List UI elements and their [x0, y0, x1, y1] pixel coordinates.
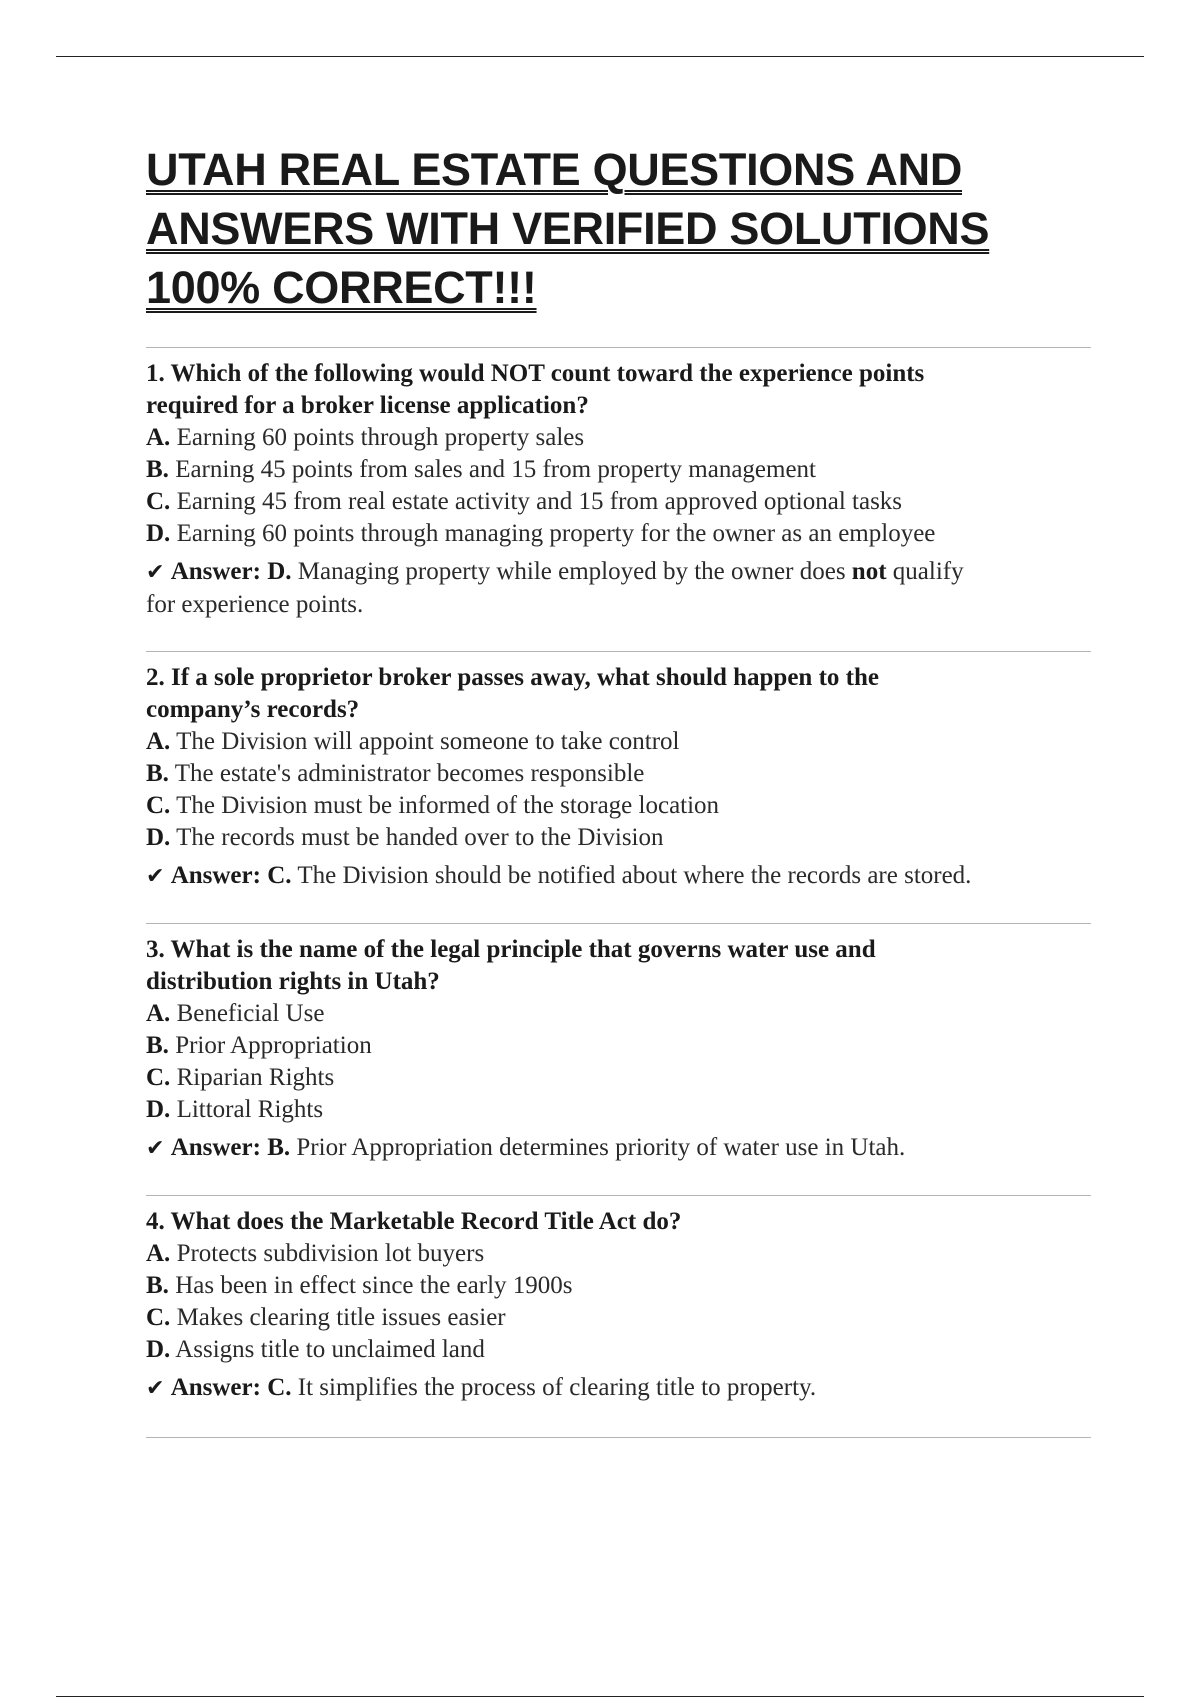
answer-option-a [146, 726, 1091, 758]
option-letter: D. [146, 1096, 171, 1123]
answer-letter: B. [267, 1134, 291, 1161]
answer-option-c [146, 1302, 1091, 1334]
option-letter: A. [146, 728, 171, 755]
option-text: Has been in effect since the early 1900s [175, 1272, 573, 1299]
answer-label: Answer: [170, 1374, 261, 1401]
answer-text: It simplifies the process of clearing title to property. [297, 1374, 817, 1401]
correct-answer [146, 556, 1091, 621]
answer-option-d [146, 518, 1091, 550]
page-top-rule [56, 56, 1144, 57]
answer-label: Answer: [170, 558, 261, 585]
option-text: Prior Appropriation [175, 1032, 372, 1059]
correct-answer [146, 860, 1091, 893]
option-letter: C. [146, 1064, 171, 1091]
option-text: Protects subdivision lot buyers [176, 1240, 485, 1267]
answer-label: Answer: [170, 1134, 261, 1161]
answer-option-c [146, 1062, 1091, 1094]
answer-option-d [146, 1094, 1091, 1126]
question-prompt-line: distribution rights in Utah? [146, 968, 440, 995]
correct-answer [146, 1372, 1091, 1405]
option-letter: C. [146, 488, 171, 515]
option-text: Earning 45 from real estate activity and 15 from approved optional tasks [176, 488, 903, 515]
checkmark-icon: ✔ [146, 864, 165, 889]
section-divider [146, 1437, 1091, 1438]
option-letter: B. [146, 760, 169, 787]
question-prompt [146, 1206, 1091, 1238]
document-title [146, 140, 1091, 317]
answer-line [146, 1372, 1091, 1405]
answer-option-a [146, 1238, 1091, 1270]
option-text: The estate's administrator becomes responsible [174, 760, 645, 787]
option-text: Makes clearing title issues easier [176, 1304, 506, 1331]
option-text: Earning 60 points through property sales [176, 424, 585, 451]
checkmark-icon: ✔ [146, 1376, 165, 1401]
answer-text: qualify [892, 558, 964, 585]
answer-line [146, 556, 1091, 589]
answer-option-a [146, 422, 1091, 454]
answer-option-d [146, 1334, 1091, 1366]
option-letter: D. [146, 520, 171, 547]
option-letter: B. [146, 1272, 169, 1299]
answer-letter: C. [267, 862, 292, 889]
question-prompt-line: 1. Which of the following would NOT count toward the experience points [146, 360, 925, 387]
title-line: UTAH REAL ESTATE QUESTIONS AND [146, 144, 963, 195]
answer-text: The Division should be notified about where the records are stored. [297, 862, 972, 889]
option-text: The Division will appoint someone to take control [176, 728, 680, 755]
page-bottom-rule [56, 1696, 1144, 1697]
title-line: 100% CORRECT!!! [146, 262, 537, 313]
answer-line [146, 1132, 1091, 1165]
question-prompt-line: required for a broker license application? [146, 392, 589, 419]
document-body [146, 140, 1091, 1438]
question-prompt-line: 2. If a sole proprietor broker passes away, what should happen to the [146, 664, 879, 691]
option-text: The records must be handed over to the Division [176, 824, 664, 851]
answer-label: Answer: [170, 862, 261, 889]
option-text: Littoral Rights [176, 1096, 324, 1123]
option-text: Assigns title to unclaimed land [175, 1336, 485, 1363]
question-1 [146, 347, 1091, 621]
answer-option-c [146, 790, 1091, 822]
question-2 [146, 651, 1091, 893]
correct-answer [146, 1132, 1091, 1165]
answer-text: Managing property while employed by the owner does [297, 558, 846, 585]
question-4 [146, 1195, 1091, 1405]
option-letter: C. [146, 792, 171, 819]
answer-option-b [146, 1030, 1091, 1062]
answer-emphasis: not [851, 558, 887, 585]
checkmark-icon: ✔ [146, 560, 165, 585]
option-text: Earning 45 points from sales and 15 from property management [175, 456, 816, 483]
answer-line [146, 860, 1091, 893]
answer-option-d [146, 822, 1091, 854]
question-prompt-line: company’s records? [146, 696, 360, 723]
question-prompt [146, 662, 1091, 726]
question-prompt [146, 358, 1091, 422]
option-letter: C. [146, 1304, 171, 1331]
answer-option-a [146, 998, 1091, 1030]
answer-option-c [146, 486, 1091, 518]
question-3 [146, 923, 1091, 1165]
option-letter: A. [146, 1000, 171, 1027]
option-letter: D. [146, 824, 171, 851]
option-letter: D. [146, 1336, 171, 1363]
option-text: Riparian Rights [176, 1064, 335, 1091]
answer-letter: C. [267, 1374, 292, 1401]
option-letter: B. [146, 1032, 169, 1059]
answer-letter: D. [267, 558, 292, 585]
title-line: ANSWERS WITH VERIFIED SOLUTIONS [146, 203, 990, 254]
question-prompt [146, 934, 1091, 998]
option-text: Beneficial Use [176, 1000, 325, 1027]
answer-continuation: for experience points. [146, 591, 364, 618]
option-text: Earning 60 points through managing property for the owner as an employee [176, 520, 936, 547]
checkmark-icon: ✔ [146, 1136, 165, 1161]
question-prompt-line: 4. What does the Marketable Record Title Act do? [146, 1208, 682, 1235]
answer-option-b [146, 454, 1091, 486]
option-text: The Division must be informed of the storage location [176, 792, 720, 819]
answer-option-b [146, 758, 1091, 790]
option-letter: B. [146, 456, 169, 483]
answer-text: Prior Appropriation determines priority of water use in Utah. [296, 1134, 906, 1161]
question-prompt-line: 3. What is the name of the legal principle that governs water use and [146, 936, 876, 963]
answer-option-b [146, 1270, 1091, 1302]
option-letter: A. [146, 1240, 171, 1267]
option-letter: A. [146, 424, 171, 451]
